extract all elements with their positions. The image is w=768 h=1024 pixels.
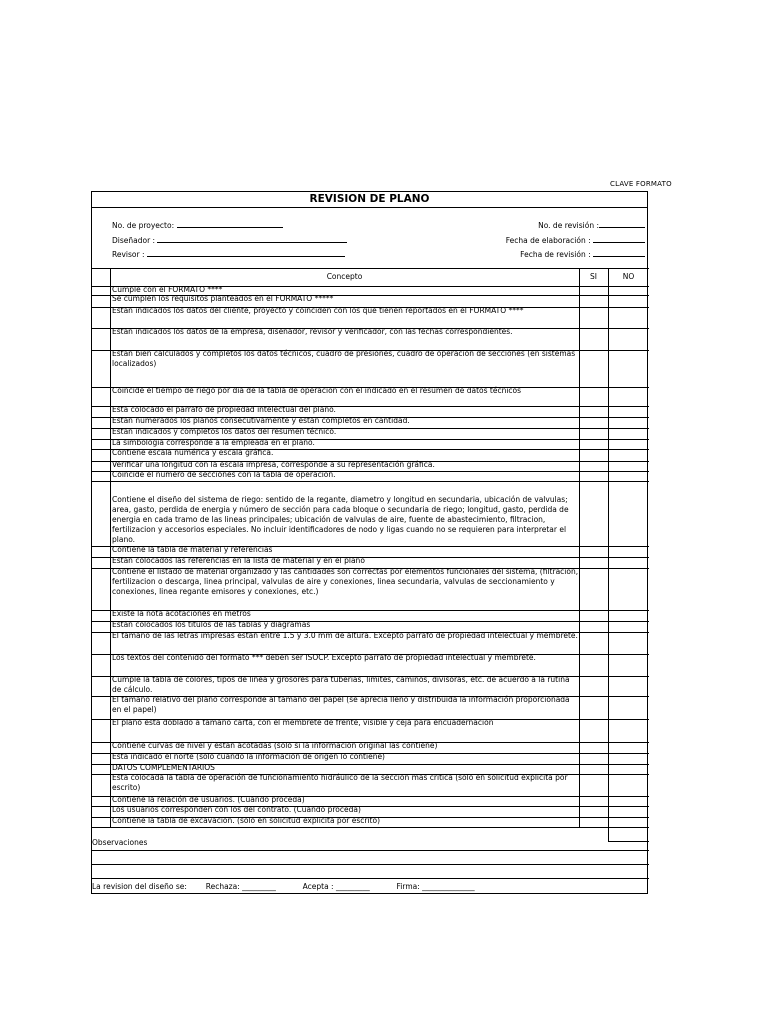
- no-checkbox[interactable]: [609, 817, 648, 826]
- si-checkbox[interactable]: [580, 428, 607, 438]
- si-checkbox[interactable]: [580, 546, 607, 556]
- si-checkbox[interactable]: [580, 417, 607, 427]
- no-checkbox[interactable]: [609, 806, 648, 816]
- revisor-field: Revisor :: [112, 248, 345, 260]
- si-checkbox[interactable]: [580, 461, 607, 470]
- si-checkbox[interactable]: [580, 328, 607, 349]
- no-checkbox[interactable]: [609, 764, 648, 773]
- no-checkbox[interactable]: [609, 417, 648, 427]
- no-checkbox[interactable]: [609, 546, 648, 556]
- fecha-elaboracion-field: Fecha de elaboración :: [506, 234, 645, 246]
- checklist-item: Estan colocados los titulos de las tablas y diagramas: [112, 620, 311, 629]
- si-checkbox[interactable]: [580, 676, 607, 695]
- checklist-item: Contiene el diseño del sistema de riego: sentido de la regante, diametro y longitud en secundaria, ubicación de valvulas; area, gasto, perdida de energia y número de sección para cada bloque o secundaria de riego; longitud, gasto, perdida de energia en cada tramo de las lineas principales; ubicación de valvulas de aire, fuente de abastecimiento, filtracion, fertilizacion y accesorios especiales. No incluir identificadores de nodo y ligas cuando no se requieren para interpretar el plano.: [112, 495, 569, 544]
- checklist-item: Esta colocada la tabla de operación de funcionamiento hidráulico de la seccion mas critica (solo en solicitud explicita por escrito): [112, 773, 568, 792]
- si-checkbox[interactable]: [580, 753, 607, 763]
- fecha-revision-field: Fecha de revisión :: [520, 248, 645, 260]
- checklist-item: Existe la nota acotaciones en metros: [112, 609, 251, 618]
- footer-revision-label: La revision del diseño se:: [92, 882, 187, 891]
- no-checkbox[interactable]: [609, 406, 648, 416]
- no-checkbox[interactable]: [609, 774, 648, 795]
- column-divider: [608, 827, 609, 841]
- si-checkbox[interactable]: [580, 719, 607, 741]
- checklist-item: Los textos del contenido del formato *** deben ser ISOCP. Excepto parrafo de propiedad intelectual y membrete.: [112, 653, 536, 662]
- si-checkbox[interactable]: [580, 568, 607, 609]
- checklist-item: Contiene la relación de usuarios. (Cuando proceda): [112, 795, 305, 804]
- si-checkbox[interactable]: [580, 449, 607, 460]
- checklist-item: Estan indicados los datos de la empresa, diseñador, revisor y verificador, con las fechas correspondientes.: [112, 327, 513, 336]
- checklist-item: El tamaño relativo del plano corresponde al tamaño del papel (se aprecia lleno y distribuida la información proporcionada en el papel): [112, 695, 570, 714]
- header-si: SI: [590, 272, 597, 281]
- checklist-item: Estan numerados los planos consecutivamente y estan completos en cantidad.: [112, 416, 410, 425]
- no-checkbox[interactable]: [609, 286, 648, 294]
- checklist-item: Contiene la tabla de excavacion. (solo en solicitud explicita por escrito): [112, 816, 381, 825]
- si-checkbox[interactable]: [580, 286, 607, 294]
- si-checkbox[interactable]: [580, 742, 607, 752]
- si-checkbox[interactable]: [580, 796, 607, 805]
- no-checkbox[interactable]: [609, 350, 648, 386]
- si-checkbox[interactable]: [580, 295, 607, 306]
- si-checkbox[interactable]: [580, 307, 607, 327]
- no-checkbox[interactable]: [609, 632, 648, 653]
- si-checkbox[interactable]: [580, 817, 607, 826]
- checklist-item: Cumple con el FORMATO ****: [112, 285, 223, 294]
- no-checkbox[interactable]: [609, 676, 648, 695]
- no-checkbox[interactable]: [609, 796, 648, 805]
- fecha-revision-input[interactable]: [593, 248, 645, 257]
- si-checkbox[interactable]: [580, 406, 607, 416]
- checklist-item: Contiene curvas de nivel y estan acotadas (solo si la informacion original las contiene): [112, 741, 438, 750]
- si-checkbox[interactable]: [580, 654, 607, 675]
- checklist-item: Estan colocados las referencias en la lista de material y en el plano: [112, 556, 365, 565]
- si-checkbox[interactable]: [580, 696, 607, 718]
- no-checkbox[interactable]: [609, 696, 648, 718]
- checklist-item: Contiene escala numérica y escala gráfica.: [112, 448, 274, 457]
- checklist-item: Se cumplen los requisitos planteados en el FORMATO *****: [112, 294, 334, 303]
- si-checkbox[interactable]: [580, 350, 607, 386]
- header-no: NO: [622, 272, 635, 281]
- no-checkbox[interactable]: [609, 742, 648, 752]
- no-checkbox[interactable]: [609, 621, 648, 631]
- fecha-elaboracion-input[interactable]: [593, 234, 645, 243]
- column-divider: [110, 268, 111, 827]
- si-checkbox[interactable]: [580, 632, 607, 653]
- checklist-item: Contiene la tabla de material y referencias: [112, 545, 273, 554]
- si-checkbox[interactable]: [580, 610, 607, 620]
- checklist-item: Coincide el numero de secciones con la tabla de operacion.: [112, 470, 336, 479]
- si-checkbox[interactable]: [580, 439, 607, 448]
- checklist-item: Los usuarios corresponden con los del contrato. (Cuando proceda): [112, 805, 361, 814]
- no-checkbox[interactable]: [609, 387, 648, 405]
- no-checkbox[interactable]: [609, 328, 648, 349]
- checklist-item: Contiene el listado de material organizado y las cantidades son correctas por elementos funcionales del sistema, (filtracion, fertilizacion o descarga, linea principal, valvulas de aire y conexiones, linea secundaria, valvulas de seccionamiento y conexiones, linea regante emisores y conexiones, etc.): [112, 567, 579, 596]
- no-checkbox[interactable]: [609, 307, 648, 327]
- no-checkbox[interactable]: [609, 428, 648, 438]
- no-checkbox[interactable]: [609, 753, 648, 763]
- si-checkbox[interactable]: [580, 621, 607, 631]
- no-checkbox[interactable]: [609, 471, 648, 480]
- revision-form: [91, 191, 648, 894]
- checklist-item: El tamaño de las letras impresas estan entre 1.5 y 3.0 mm de altura. Excepto parrafo de propiedad intelectual y membrete.: [112, 631, 578, 640]
- no-checkbox[interactable]: [609, 461, 648, 470]
- no-revision-input[interactable]: [599, 219, 645, 228]
- si-checkbox[interactable]: [580, 764, 607, 773]
- rechaza-field[interactable]: Rechaza: _________: [205, 882, 276, 891]
- no-checkbox[interactable]: [609, 295, 648, 306]
- si-checkbox[interactable]: [580, 774, 607, 795]
- no-checkbox[interactable]: [609, 557, 648, 567]
- proyecto-field: No. de proyecto:: [112, 219, 283, 231]
- checklist-item: El plano esta doblado a tamaño carta, con el membrete de frente, visible y ceja para encuadernacion: [112, 718, 494, 727]
- no-checkbox[interactable]: [609, 654, 648, 675]
- checklist-item: Esta colocado el parrafo de propiedad intelectual del plano.: [112, 405, 336, 414]
- no-checkbox[interactable]: [609, 439, 648, 448]
- no-checkbox[interactable]: [609, 719, 648, 741]
- form-title: REVISION DE PLANO: [92, 192, 647, 208]
- row-divider: [92, 878, 649, 879]
- firma-field[interactable]: Firma: ______________: [396, 882, 475, 891]
- checklist-item: Estan indicados los datos del cliente, proyecto y coinciden con los que tienen reportados en el FORMATO ****: [112, 306, 524, 315]
- checklist-item: Estan indicados y completos los datos del resumen técnico.: [112, 427, 337, 436]
- row-divider: [92, 268, 649, 269]
- acepta-field[interactable]: Acepta : _________: [302, 882, 370, 891]
- no-checkbox[interactable]: [609, 610, 648, 620]
- checklist-item: Coincide el tiempo de riego por dia de la tabla de operacion con el indicado en el resumen de datos técnicos: [112, 386, 522, 395]
- section-datos-complementarios: DATOS COMPLEMENTARIOS: [112, 763, 215, 772]
- revisor-input[interactable]: [147, 248, 345, 257]
- disenador-field: Diseñador :: [112, 234, 347, 246]
- clave-formato-label: CLAVE FORMATO: [610, 180, 672, 188]
- checklist-item: Cumple la tabla de colores, tipos de linea y grosores para tuberias, limites, caminos, divisoras, etc. de acuerdo a la rutina de cálculo.: [112, 675, 570, 694]
- no-checkbox[interactable]: [609, 481, 648, 545]
- proyecto-input[interactable]: [177, 219, 283, 228]
- si-checkbox[interactable]: [580, 557, 607, 567]
- si-checkbox[interactable]: [580, 471, 607, 480]
- disenador-input[interactable]: [157, 234, 347, 243]
- footer-decision: [92, 882, 475, 891]
- si-checkbox[interactable]: [580, 481, 607, 545]
- row-divider: [608, 841, 649, 842]
- no-revision-field: No. de revisión :: [538, 219, 645, 231]
- si-checkbox[interactable]: [580, 806, 607, 816]
- no-checkbox[interactable]: [609, 568, 648, 609]
- row-divider: [92, 864, 649, 865]
- checklist-item: Verificar una longitud con la escala impresa, corresponde a su representación gráfica.: [112, 460, 435, 469]
- no-checkbox[interactable]: [609, 449, 648, 460]
- row-divider: [92, 850, 649, 851]
- si-checkbox[interactable]: [580, 387, 607, 405]
- row-divider: [92, 827, 649, 828]
- checklist-item: Estan bien calculados y completos los datos técnicos, cuadro de presiones, cuadro de operacion de secciones (en sistemas localizados): [112, 349, 576, 368]
- header-concepto: Concepto: [326, 272, 363, 281]
- checklist-item: Esta indicado el norte (solo cuando la informacion de origen lo contiene): [112, 752, 385, 761]
- checklist-item: La simbologia corresponde a la empleada en el plano.: [112, 438, 315, 447]
- observaciones-label: Observaciones: [92, 838, 148, 847]
